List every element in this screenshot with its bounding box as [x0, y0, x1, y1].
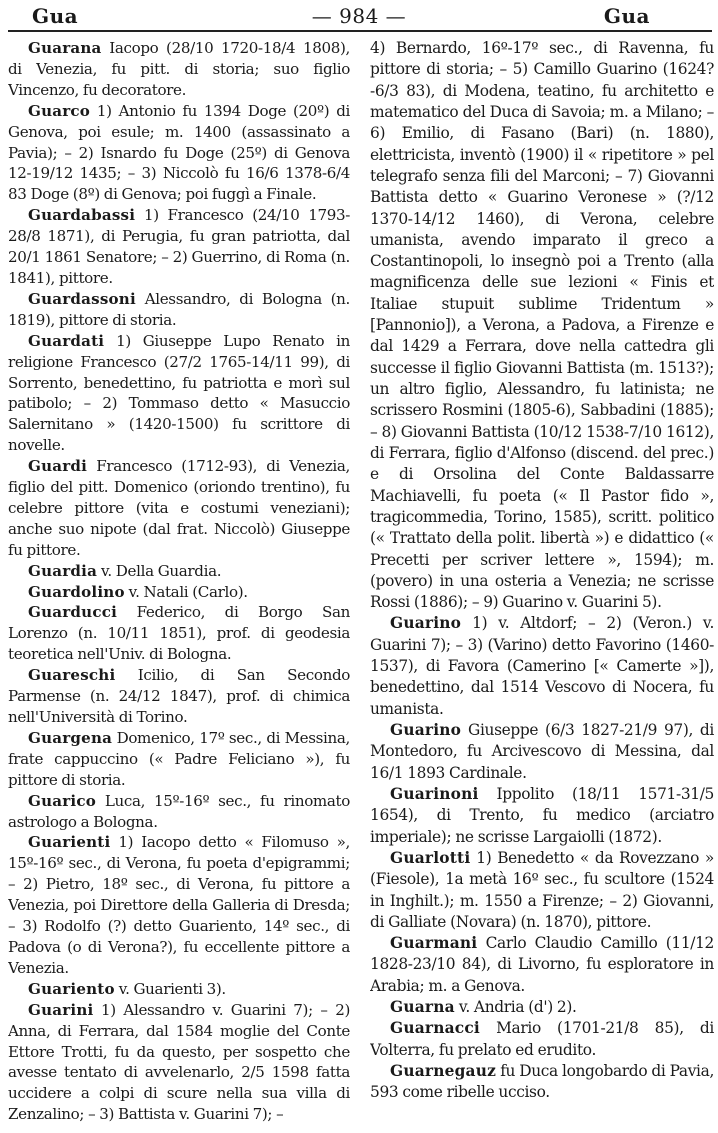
entry-text: 1) Giuseppe Lupo Renato in religione Francesco (27/2 1765-14/11 99), di Sorrento, benedettino, fu patriotta e morì sul patibolo; – 2) Tommaso detto « Masuccio Salernitano » (1420-1500) fu scrittore di novelle. [8, 331, 350, 455]
entry-headword: Guargena [28, 728, 113, 747]
entry-text: fu Duca longobardo di Pavia, 593 come ribelle ucciso. [370, 1062, 714, 1102]
entry-text: Mario (1701-21/8 85), di Volterra, fu prelato ed erudito. [370, 1019, 714, 1059]
entry [370, 848, 714, 933]
left-column [8, 38, 350, 1130]
entry [8, 582, 350, 603]
entry-text: 4) Bernardo, 16º-17º sec., di Ravenna, fu pittore di storia; – 5) Camillo Guarino (1624?-6/3 83), di Modena, teatino, fu architetto e matematico del Duca di Savoia; m. a Milano; – 6) Emilio, di Fasano (Bari) (n. 1880), elettricista, inventò (1900) il « ripetitore » pel telegrafo senza fili del Marconi; – 7) Giovanni Battista detto « Guarino Veronese » (?/12 1370-14/12 1460), di Verona, celebre umanista, avendo imparato il greco a Costantinopoli, lo insegnò poi a Trento (alla magnificenza delle sue lezioni « Finis et Italiae stupuit sublime Tridentum » [Pannonio]), a Verona, a Padova, a Firenze e dal 1429 a Ferrara, dove nella cattedra gli successe il figlio Giovanni Battista (m. 1513?); un altro figlio, Alessandro, fu latinista; ne scrissero Rosmini (1805-6), Sabbadini (1885); – 8) Giovanni Battista (10/12 1538-7/10 1612), di Ferrara, figlio d'Alfonso (discend. del prec.) e di Orsolina del Conte Baldassarre Machiavelli, fu poeta (« Il Pastor fido », tragicommedia, Torino, 1585), scritt. politico (« Trattato della polit. libertà ») e didattico (« Precetti per scriver lettere », 1594); m. (povero) in una osteria a Venezia; ne scrisse Rossi (1886); – 9) Guarino v. Guarini 5). [370, 39, 714, 612]
entry-text: v. Guarienti 3). [114, 979, 226, 998]
entry-headword: Guardabassi [28, 206, 136, 225]
right-column [370, 38, 714, 1130]
entry-text: Francesco (1712-93), di Venezia, figlio del pitt. Domenico (oriondo trentino), fu celebre pittore (vita e costumi veneziani); anche suo nipote (dal frat. Niccolò) Giuseppe fu pittore. [8, 457, 350, 559]
entry-headword: Guarino [390, 614, 462, 633]
entry-headword: Guarico [28, 791, 96, 810]
entry-headword: Guarnegauz [390, 1062, 497, 1080]
entry-headword: Guardassoni [28, 289, 136, 308]
entry-headword: Guarnacci [390, 1019, 480, 1038]
entry [8, 101, 350, 206]
entry [8, 665, 350, 728]
entry-headword: Guarco [28, 101, 91, 120]
entry-text: 1) Alessandro v. Guarini 7); – 2) Anna, di Ferrara, dal 1584 moglie del Conte Ettore Trotti, fu da questo, per sospetto che avesse tentato di avvelenarlo, 2/5 1598 fatta uccidere a colpi di scure nella sua villa di Zenzalino; – 3) Battista v. Guarini 7); – [8, 1000, 350, 1124]
entry-headword: Guariento [28, 979, 115, 998]
entry [8, 205, 350, 289]
entry [8, 832, 350, 978]
entry-text: Alessandro, di Bologna (n. 1819), pittore di storia. [8, 289, 350, 329]
page-number: — 984 — [311, 4, 407, 28]
entry-text: v. Della Guardia. [97, 561, 222, 580]
header-right-guideword: Gua [603, 4, 650, 28]
header-left-guideword: Gua [32, 4, 79, 28]
entry-headword: Guardolino [28, 582, 125, 601]
header-rule [8, 30, 712, 32]
entry-headword: Guarini [28, 1000, 94, 1019]
entry [8, 331, 350, 456]
entry-headword: Guardia [28, 561, 98, 580]
entry [8, 602, 350, 665]
entry [370, 784, 714, 848]
entry-headword: Guarienti [28, 833, 111, 852]
entry [8, 289, 350, 331]
entry [370, 613, 714, 720]
entry-headword: Guardi [28, 457, 88, 476]
entry [8, 561, 350, 582]
entry [8, 38, 350, 101]
entry-continuation [370, 38, 714, 613]
entry-text: Giuseppe (6/3 1827-21/9 97), di Montedoro, fu Arcivescovo di Messina, dal 16/1 1893 Cardinale. [370, 721, 714, 782]
entry-text: 1) v. Altdorf; – 2) (Veron.) v. Guarini 7); – 3) (Varino) detto Favorino (1460-1537), di Favora (Camerino [« Camerte »]), benedettino, dal 1514 Vescovo di Nocera, fu umanista. [370, 614, 714, 718]
entry [8, 791, 350, 833]
entry-text: 1) Francesco (24/10 1793-28/8 1871), di Perugia, fu gran patriotta, dal 20/1 1861 Senatore; – 2) Guerrino, di Roma (n. 1841), pittore. [8, 206, 350, 287]
entry-text: v. Andria (d') 2). [454, 998, 577, 1017]
running-header [10, 2, 708, 28]
entry-headword: Guarana [28, 39, 102, 57]
entry-text: Ippolito (18/11 1571-31/5 1654), di Trento, fu medico (arciatro imperiale); ne scrisse Largaiolli (1872). [370, 784, 714, 846]
entry [8, 1000, 350, 1125]
entry [370, 1018, 714, 1061]
entry-text: 1) Benedetto « da Rovezzano » (Fiesole), 1a metà 16º sec., fu scultore (1524 in Inghilt.); m. 1550 a Firenze; – 2) Giovanni, di Galliate (Novara) (n. 1870), pittore. [370, 848, 714, 931]
entry [370, 720, 714, 784]
entry-text: v. Natali (Carlo). [124, 582, 248, 601]
entry-text: Luca, 15º-16º sec., fu rinomato astrologo a Bologna. [8, 791, 350, 831]
entry [370, 933, 714, 997]
entry-text: Iacopo (28/10 1720-18/4 1808), di Venezia, fu pitt. di storia; suo figlio Vincenzo, fu decoratore. [8, 39, 350, 99]
entry [370, 997, 714, 1018]
entry-text: Carlo Claudio Camillo (11/12 1828-23/10 84), di Livorno, fu esploratore in Arabia; m. a Genova. [370, 934, 714, 995]
entry-headword: Guarmani [390, 934, 478, 953]
entry [8, 728, 350, 791]
entry-headword: Guarino [390, 721, 462, 739]
entry-text: 1) Iacopo detto « Filomuso », 15º-16º sec., di Verona, fu poeta d'epigrammi; – 2) Pietro, 18º sec., di Verona, fu pittore a Venezia, poi Direttore della Galleria di Dresda; – 3) Rodolfo (?) detto Guariento, 14º sec., di Padova (o di Verona?), fu eccellente pittore a Venezia. [8, 833, 350, 977]
entry-headword: Guarinoni [390, 784, 479, 803]
entry [8, 979, 350, 1000]
entry [8, 456, 350, 561]
entry [370, 1061, 714, 1104]
entry-headword: Guarducci [28, 603, 118, 622]
entry-text: 1) Antonio fu 1394 Doge (20º) di Genova, poi esule; m. 1400 (assassinato a Pavia); – 2) Isnardo fu Doge (25º) di Genova 12-19/12 1435; – 3) Niccolò fu 16/6 1378-6/4 83 Doge (8º) di Genova; poi fuggì a Finale. [8, 101, 350, 204]
entry-text: Domenico, 17º sec., di Messina, frate cappuccino (« Padre Feliciano »), fu pittore di storia. [8, 728, 350, 789]
entry-headword: Guardati [28, 331, 105, 350]
entry-text: Icilio, di San Secondo Parmense (n. 24/12 1847), prof. di chimica nell'Università di Torino. [8, 666, 350, 726]
entry-headword: Guareschi [28, 666, 116, 685]
entry-headword: Guarna [390, 998, 455, 1017]
entry-headword: Guarlotti [390, 848, 471, 867]
entry-text: Federico, di Borgo San Lorenzo (n. 10/11 1851), prof. di geodesia teoretica nell'Univ. di Bologna. [8, 603, 350, 664]
